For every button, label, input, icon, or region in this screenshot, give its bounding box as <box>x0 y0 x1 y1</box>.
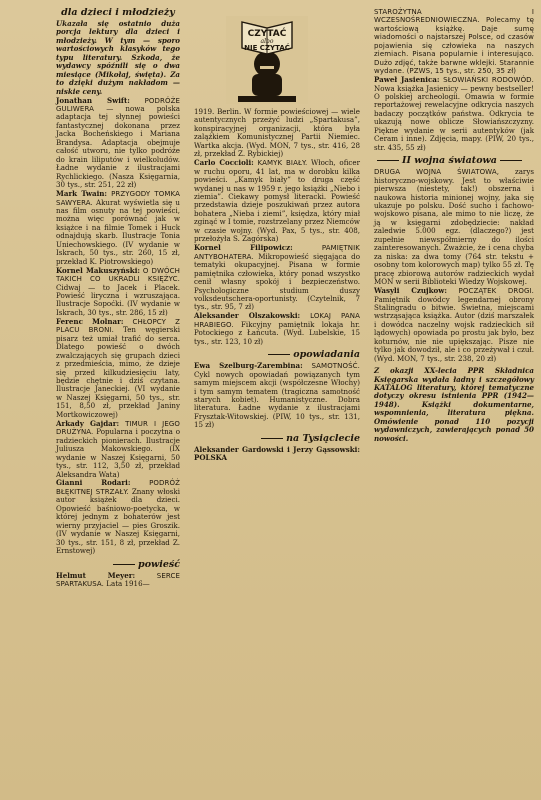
review-entry: Helmut Meyer: SERCE SPARTAKUSA. Lata 1916— <box>56 570 180 588</box>
review-entry: Ferenc Molnar: CHŁOPCY Z PLACU BRONI. Ten węgierski pisarz też umiał trafić do serca. Dlatego powieść o dwóch zwalczających się grupach dzieci z przedmieścia, mimo, że dzieje się przed kilkudziesięciu laty, będzie chętnie i dziś czytana. Ilustracje Janeckiej. (VI wydanie w Naszej Księgarni, 50 tys., str. 151, 8,50 zł, przekład Janiny Mortkowiczowej) <box>56 316 180 419</box>
review-entry: Paweł Jasienica: SŁOWIAŃSKI RODOWÓD. Nowa książka Jasienicy — pewny bestseller! O polskiej archeologii. Omawia w formie reportażowej rewelacyjne odkrycia naszych badaczy początków państwa. Odkrycia te ukazują nowe oblicze Słowiańszczyzny. Piękne wydanie w serii autentyków (jak Ceram i inne). Zdjęcia, mapy. (PIW, 20 tys., str. 435, 55 zł) <box>374 75 534 152</box>
continued-text: 1919. Berlin. W formie powieściowej — wiele autentycznych przeżyć ludzi „Spartakusa”, konspiracyjnej organizacji, która była zalążkiem Komunistycznej Partii Niemiec. Wartka akcja. (Wyd. MON, 7 tys., str. 416, 28 zł, przekład Z. Rybickiej) <box>194 107 360 159</box>
catalog-note: Z okazji XX-lecia PPR Składnica Księgarska wydała ładny i szczegółowy KATALOG literatury, której tematyczne dotyczy okresu istnienia PPR (1942—1948). Książki dokumentarne, wspomnienia, literatura piękna. Omówienie ponad 110 pozycji wydawniczych, zawierających ponad 50 nowości. <box>374 366 534 443</box>
svg-text:NIE CZYTAĆ: NIE CZYTAĆ <box>244 44 290 52</box>
intro-paragraph: Ukazała się ostatnio duża porcja lektury dla dzieci i młodzieży. W tym — sporo wartościowych klasyków tego typu literatury. Szkoda, że wydawcy spóźnili się o dwa miesiące (Mikołaj, święta). Za to dzięki dużym nakładom — niskie ceny. <box>56 19 180 96</box>
section-heading-millennium: na Tysiąclecie <box>194 434 360 444</box>
column-1 <box>56 8 180 588</box>
review-entry: Mark Twain: PRZYGODY TOMKA SAWYERA. Akurat wyświetla się u nas film osnuty na tej powieści, można więc porównać jak w książce i na filmie Tomek i Huck odnajdują skarb. Ilustracje Tonia Uniechowskiego. (IV wydanie w Iskrach, 50 tys., str. 260, 15 zł, przekład K. Piotrowskiego) <box>56 189 180 266</box>
column-logo <box>224 14 310 106</box>
review-entry: DRUGA WOJNA ŚWIATOWA, zarys historyczno-wojskowy. Jest to właściwie pierwsza (niestety, tak!) obszerna i naukowa historia minionej wojny, jaka się ukazuje po polsku. Dość sucho i fachowo-wojskowo pisana, ale mimo to nie liczę, że ją w księgarni zdobędziecie: nakład zaledwie 5.000 egz. (dlaczego?) jest zupełnie niewspółmierny do ilości zainteresowanych. Zważcie, że i cena chyba za niska: za dwa tomy (764 str. tekstu + osobny tom kolorowych map) tylko 55 zł. Tę pracę zbiorową autorów radzieckich wydał MON w serii Biblioteki Wiedzy Wojskowej. <box>374 167 534 287</box>
svg-text:CZYTAĆ: CZYTAĆ <box>247 29 287 39</box>
review-entry: Wasyli Czujkow: POCZĄTEK DROGI. Pamiętnik dowódcy legendarnej obrony Stalingradu o bitwie. Świetna, miejscami wstrząsająca książka. Autor (dziś marszałek i dowódca naczelny wojsk radzieckich sił lądowych) opowiada po prostu jak było, bez koturnów, nie nie upiększając. Pisze nie tylko jak dowodził, ale i co przeżywał i czuł. (Wyd. MON, 7 tys., str. 238, 20 zł) <box>374 286 534 363</box>
review-entry: Aleksander Olszakowski: LOKAJ PANA HRABIEGO. Fikcyjny pamiętnik lokaja hr. Potockiego z Łańcuta. (Wyd. Lubelskie, 15 tys., str. 123, 10 zł) <box>194 311 360 346</box>
review-entry: Gianni Rodari: PODRÓŻ BŁĘKITNEJ STRZAŁY. Znany włoski autor książek dla dzieci. Opowieść baśniowo-poetycka, w której jednym z bohaterów jest wierny przyjaciel — pies Groszik. (IV wydanie w Naszej Księgarni, 30 tys., str. 151, 8 zł, przekład Z. Ernstowej) <box>56 478 180 556</box>
review-entry: Arkady Gajdar: TIMUR I JEGO DRUŻYNA. Popularna i poczytna o radzieckich pionierach. Ilustracje Juliusza Makowskiego. (IX wydanie w Naszej Księgarni, 50 tys., str. 112, 3,50 zł, przekład Aleksandra Wata) <box>56 418 180 479</box>
review-entry: Kornel Makuszyński: O DWÓCH TAKICH CO UKRADLI KSIĘŻYC. Cidwaj — to Jacek i Placek. Powieść liryczna i wzruszająca. Ilustracje Sopoćki. (IV wydanie w Iskrach, 30 tys., str. 286, 15 zł) <box>56 265 180 317</box>
review-entry: Aleksander Gardowski i Jerzy Gąssowski: POLSKA <box>194 444 360 463</box>
reading-figure-logo-icon <box>224 14 310 106</box>
review-entry: Kornel Filipowicz: PAMIĘTNIK ANTYBOHATERA. Mikropowieść sięgająca do tematyki okupacyjnej. Pisana w formie pamiętnika człowieka, który ponad wszystko cenił własny spokój i bezpieczeństwo. Psychologiczne studium duszy volksdeutschera-oportunisty. (Czytelnik, 7 tys., str. 95, 7 zł) <box>194 243 360 312</box>
section-heading-ww2: II wojna światowa <box>374 156 534 166</box>
continued-text: STAROŻYTNA I WCZESNOŚREDNIOWIECZNA. Polecamy tę wartościową książkę. Daje sumę wiadomości o najstarszej Polsce, od czasów pojawienia się człowieka na naszych ziemiach. Pisana popularnie i interesująco. Dużo zdjęć, także barwne wklejki. Starannie wydane. (PZWS, 15 tys., str. 250, 35 zł) <box>374 8 534 76</box>
review-entry: Jonathan Swift: PODRÓŻE GULIWERA — nowa polska adaptacja tej słynnej powieści fantastycznej dokonana przez Jacka Bocheńskiego i Mariana Brandysa. Adaptacja obejmuje całość utworu, nie tylko podróże do krain liliputów i wielkoludów. Ładne wydanie z ilustracjami Rychlickiego. (Nasza Księgarnia, 30 tys., str. 251, 22 zł) <box>56 95 180 190</box>
review-entry: Carlo Coccioli: KAMYK BIAŁY. Włoch, oficer w ruchu oporu, 41 lat, ma w dorobku kilka powieści. „Kamyk biały” to druga część wydanej u nas w 1959 r. jego książki „Niebo i ziemia”. Ciekawy pomysł literacki. Powieść przedstawia dzieje poszukiwań przez autora bohatera „Nieba i ziemi”, księdza, który miał zginąć w I tomie, rozstrzelany przez Niemców w czasie wojny. (Wyd. Pax, 5 tys., str. 408, przełożyła S. Zagórska) <box>194 158 360 244</box>
svg-text:albo: albo <box>260 38 274 45</box>
section-heading-children: dla dzieci i młodzieży <box>61 7 175 18</box>
section-heading-novel: powieść <box>56 560 180 570</box>
column-3 <box>374 8 534 443</box>
column-2 <box>194 8 360 463</box>
review-entry: Ewa Szelburg-Zarembina: SAMOTNOŚĆ. Cykl nowych opowiadań powiązanych tym samym miejscem akcji (współczesne Włochy) i tym samym tematem (tragiczna samotność starych kobiet). Humanistyczne. Dobra literatura. Ładne wydanie z ilustracjami Frysztak-Witowskiej. (PIW, 10 tys., str. 131, 15 zł) <box>194 361 360 430</box>
section-heading-stories: opowiadania <box>194 350 360 360</box>
